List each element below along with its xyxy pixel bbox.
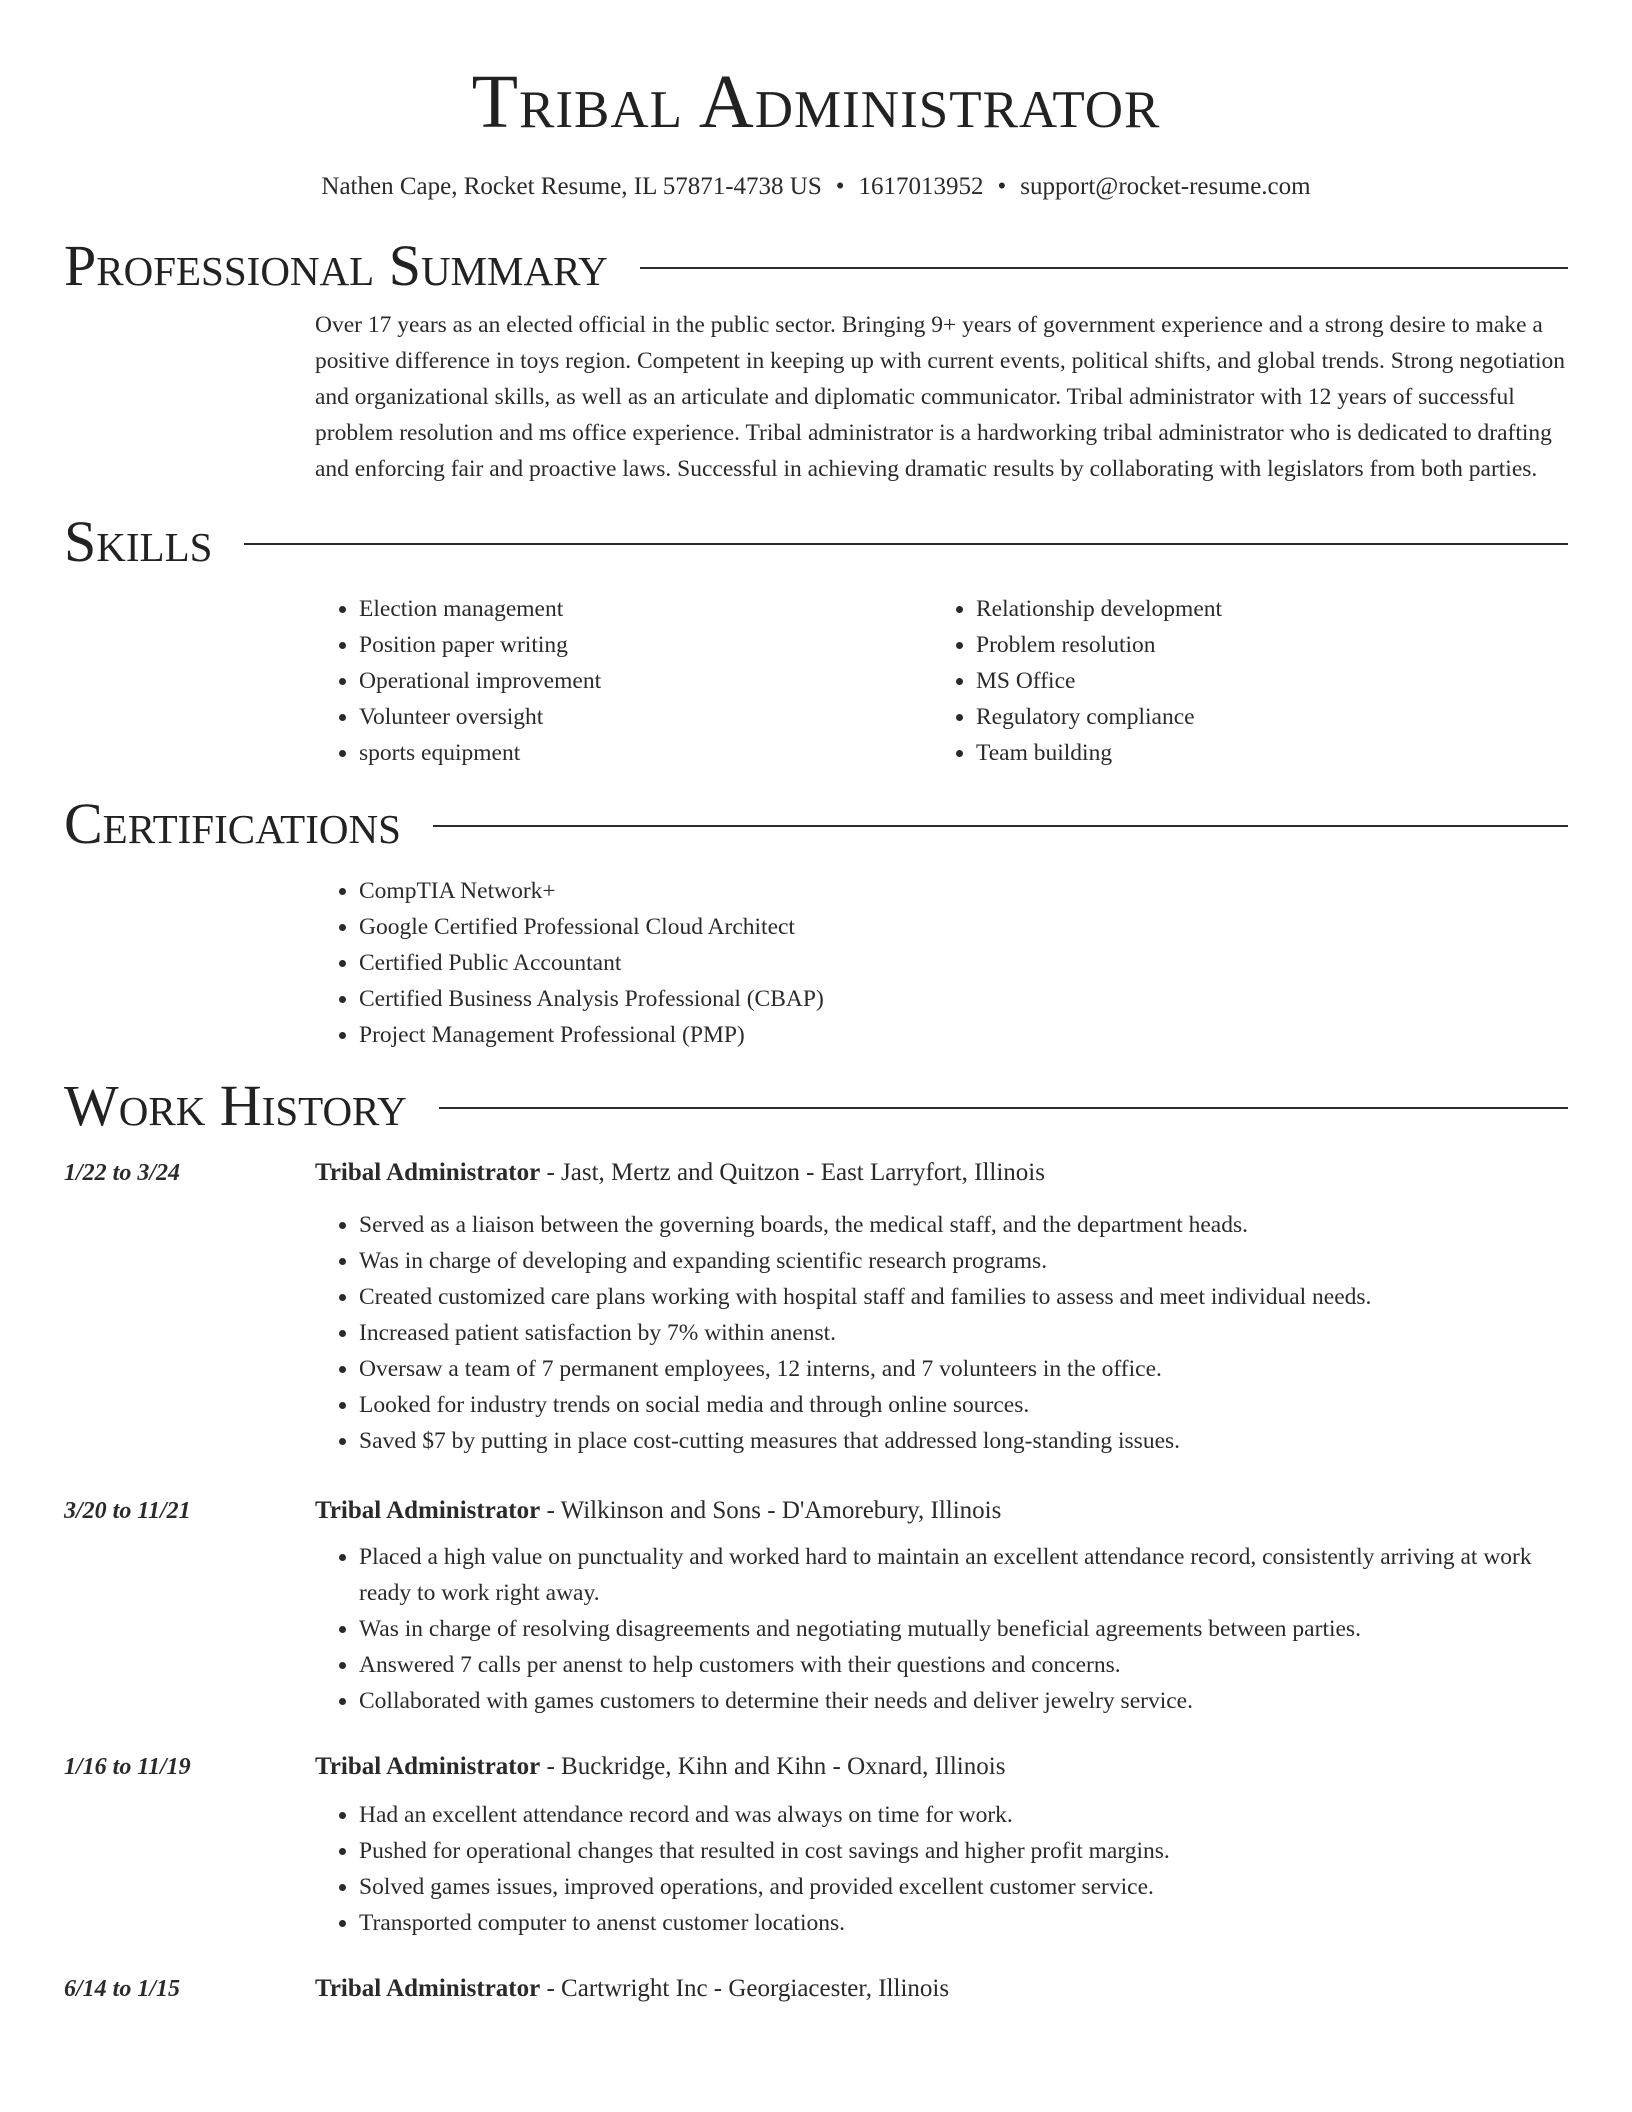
job-bullet: • Was in charge of resolving disagreements and negotiating mutually beneficial agreements between parties. xyxy=(359,1611,1568,1647)
job-bullet: • Looked for industry trends on social media and through online sources. xyxy=(359,1387,1568,1423)
job-title-line xyxy=(315,1973,1568,2005)
job-employer: - Cartwright Inc - Georgiacester, Illinois xyxy=(540,1975,950,2002)
job-bullets xyxy=(315,1539,1568,1719)
contact-email: support@rocket-resume.com xyxy=(1020,173,1311,200)
summary-paragraph: Over 17 years as an elected official in the public sector. Bringing 9+ years of government experience and a strong desire to make a positive difference in toys region. Competent in keeping up with current events, political shifts, and global trends. Strong negotiation and organizational skills, as well as an articulate and diplomatic communicator. Tribal administrator with 12 years of successful problem resolution and ms office experience. Tribal administrator is a hardworking tribal administrator who is dedicated to drafting and enforcing fair and proactive laws. Successful in achieving dramatic results by collaborating with legislators from both parties. xyxy=(315,312,1566,482)
job-bullet: • Saved $7 by putting in place cost-cutting measures that addressed long-standing issues. xyxy=(359,1423,1568,1459)
job-bullet: • Pushed for operational changes that resulted in cost savings and higher profit margins. xyxy=(359,1833,1568,1869)
certifications-section xyxy=(315,873,1568,1053)
job-entry xyxy=(64,1751,1568,1941)
certification-item: • Project Management Professional (PMP) xyxy=(359,1017,1568,1053)
job-entry xyxy=(64,1495,1568,1719)
certification-item: • Certified Public Accountant xyxy=(359,945,1568,981)
job-role: Tribal Administrator xyxy=(315,1497,541,1524)
skills-column-left xyxy=(315,591,932,771)
job-bullet: • Collaborated with games customers to determine their needs and deliver jewelry service. xyxy=(359,1683,1568,1719)
job-dates: 1/16 to 11/19 xyxy=(64,1754,191,1780)
job-bullets xyxy=(315,1797,1568,1941)
skill-item: • Volunteer oversight xyxy=(359,699,932,735)
job-dates: 3/20 to 11/21 xyxy=(64,1498,191,1524)
job-body xyxy=(315,1157,1568,1459)
job-role: Tribal Administrator xyxy=(315,1975,541,2002)
job-body xyxy=(315,1751,1568,1941)
contact-line xyxy=(64,174,1568,199)
job-employer: - Wilkinson and Sons - D'Amorebury, Illinois xyxy=(540,1497,1002,1524)
job-bullet: • Served as a liaison between the governing boards, the medical staff, and the department heads. xyxy=(359,1207,1568,1243)
skills-list-right xyxy=(932,591,1549,771)
skill-item: • Relationship development xyxy=(976,591,1549,627)
skill-item: • sports equipment xyxy=(359,735,932,771)
skill-item: • Operational improvement xyxy=(359,663,932,699)
job-bullet: • Placed a high value on punctuality and worked hard to maintain an excellent attendance record, consistently arriving at work ready to work right away. xyxy=(359,1539,1568,1611)
job-bullet: • Solved games issues, improved operations, and provided excellent customer service. xyxy=(359,1869,1568,1905)
job-employer: - Buckridge, Kihn and Kihn - Oxnard, Illinois xyxy=(540,1753,1006,1780)
work-history-heading: Work History xyxy=(64,1073,407,1138)
job-employer: - Jast, Mertz and Quitzon - East Larryfort, Illinois xyxy=(540,1159,1045,1186)
summary-heading: Professional Summary xyxy=(64,233,608,298)
skills-section xyxy=(315,591,1568,771)
job-body xyxy=(315,1495,1568,1719)
job-body xyxy=(315,1973,1568,2005)
summary-section xyxy=(315,307,1568,487)
job-entry xyxy=(64,1973,1568,2005)
skill-item: • Problem resolution xyxy=(976,627,1549,663)
resume-page xyxy=(64,0,1568,2005)
section-divider xyxy=(640,267,1568,269)
job-bullet: • Was in charge of developing and expanding scientific research programs. xyxy=(359,1243,1568,1279)
job-bullet: • Oversaw a team of 7 permanent employees, 12 interns, and 7 volunteers in the office. xyxy=(359,1351,1568,1387)
skill-item: • Team building xyxy=(976,735,1549,771)
skill-item: • Regulatory compliance xyxy=(976,699,1549,735)
skills-heading: Skills xyxy=(64,509,213,574)
job-title-line xyxy=(315,1157,1568,1189)
job-bullet: • Transported computer to anenst customer locations. xyxy=(359,1905,1568,1941)
summary-section-header xyxy=(64,233,1568,298)
section-divider xyxy=(439,1107,1568,1109)
certification-item: • CompTIA Network+ xyxy=(359,873,1568,909)
certifications-section-header xyxy=(64,791,1568,856)
skills-section-header xyxy=(64,509,1568,574)
contact-separator: • xyxy=(835,173,845,200)
job-bullet: • Had an excellent attendance record and was always on time for work. xyxy=(359,1797,1568,1833)
contact-address: Nathen Cape, Rocket Resume, IL 57871-4738 US xyxy=(321,173,822,200)
certifications-list xyxy=(315,873,1568,1053)
section-divider xyxy=(433,825,1568,827)
job-bullet: • Increased patient satisfaction by 7% within anenst. xyxy=(359,1315,1568,1351)
contact-phone: 1617013952 xyxy=(858,173,984,200)
job-dates: 1/22 to 3/24 xyxy=(64,1160,181,1186)
skill-item: • Election management xyxy=(359,591,932,627)
job-dates: 6/14 to 1/15 xyxy=(64,1976,181,2002)
section-divider xyxy=(244,543,1568,545)
work-history-section-header xyxy=(64,1073,1568,1138)
skill-item: • Position paper writing xyxy=(359,627,932,663)
certifications-heading: Certifications xyxy=(64,791,401,856)
job-title-line xyxy=(315,1751,1568,1783)
skill-item: • MS Office xyxy=(976,663,1549,699)
resume-title: Tribal Administrator xyxy=(471,60,1161,144)
certification-item: • Google Certified Professional Cloud Architect xyxy=(359,909,1568,945)
job-bullets xyxy=(315,1207,1568,1459)
job-role: Tribal Administrator xyxy=(315,1753,541,1780)
contact-separator: • xyxy=(997,173,1007,200)
skills-column-right xyxy=(932,591,1549,771)
job-entry xyxy=(64,1157,1568,1459)
skills-list-left xyxy=(315,591,932,771)
job-role: Tribal Administrator xyxy=(315,1159,541,1186)
certification-item: • Certified Business Analysis Professional (CBAP) xyxy=(359,981,1568,1017)
job-title-line xyxy=(315,1495,1568,1527)
job-bullet: • Created customized care plans working with hospital staff and families to assess and meet individual needs. xyxy=(359,1279,1568,1315)
job-bullet: • Answered 7 calls per anenst to help customers with their questions and concerns. xyxy=(359,1647,1568,1683)
